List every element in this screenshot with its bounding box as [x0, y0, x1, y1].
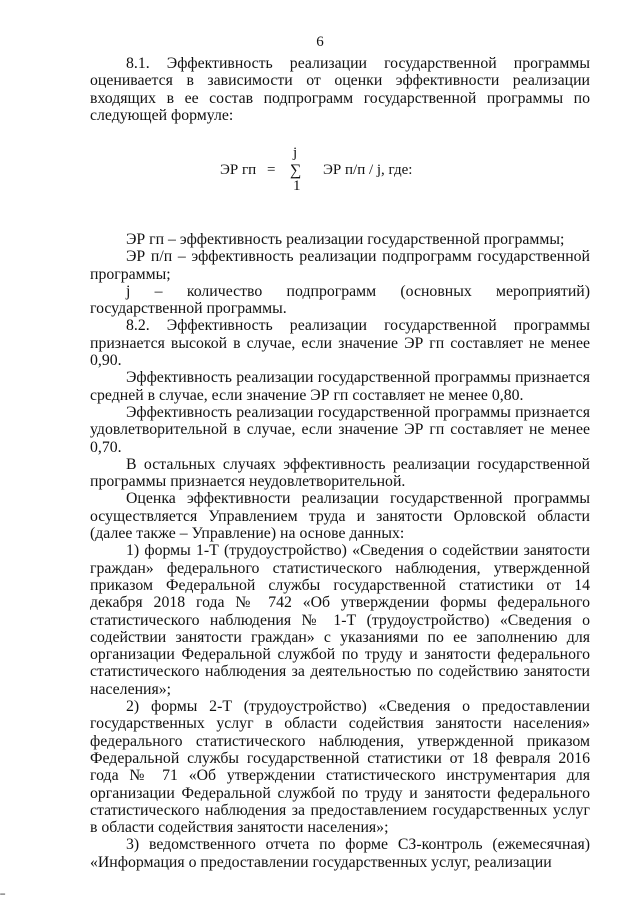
- formula-upper-limit: j: [293, 145, 298, 161]
- definition-j: j – количество подпрограмм (основных мероприятий) государственной программы.: [90, 282, 590, 318]
- paragraph-8-2: 8.2. Эффективность реализации государственной программы признается высокой в случае, если значение ЭР гп составляет не менее 0,90.: [90, 317, 590, 370]
- document-body: [90, 55, 590, 124]
- formula-rhs: ЭР п/п / j, где:: [323, 162, 413, 178]
- list-item-form-1t: 1) формы 1-Т (трудоустройство) «Сведения о содействии занятости граждан» федерального статистического наблюдения, утвержденной приказом Федеральной службы государственной статистики от 14 декабря 2018 года № 742 «Об утверждении формы федерального статистического наблюдения № 1-Т (трудоустройство) «Сведения о содействии занятости граждан» с указаниями по ее заполнению для организации Федеральной службой по труду и занятости федерального статистического наблюдения за деятельностью по содействию занятости населения»;: [90, 542, 590, 698]
- paragraph-average: Эффективность реализации государственной программы признается средней в случае, если значение ЭР гп составляет не менее 0,80.: [90, 369, 590, 404]
- definition-er-gp: ЭР гп – эффективность реализации государственной программы;: [126, 231, 565, 248]
- formula-lhs: ЭР гп: [220, 162, 257, 178]
- paragraph-assessment: Оценка эффективности реализации государственной программы осуществляется Управлением труда и занятости Орловской области (далее также – Управление) на основе данных:: [90, 490, 590, 543]
- scan-mark: ˗: [0, 884, 6, 901]
- paragraph-unsatisfactory: В остальных случаях эффективность реализации государственной программы признается неудовлетворительной.: [90, 455, 590, 491]
- formula-lower-limit: 1: [293, 178, 301, 194]
- definition-er-pp: ЭР п/п – эффективность реализации подпрограмм государственной программы;: [90, 248, 590, 283]
- formula-sigma: ∑: [290, 162, 302, 179]
- page-number: 6: [316, 34, 324, 50]
- formula-equals: =: [267, 162, 276, 178]
- formula: [0, 145, 640, 195]
- intro-paragraph: 8.1. Эффективность реализации государственной программы оценивается в зависимости от оценки эффективности реализации входящих в ее состав подпрограмм государственной программы по следующей формуле:: [90, 55, 590, 124]
- list-item-form-2t: 2) формы 2-Т (трудоустройство) «Сведения о предоставлении государственных услуг в области содействия занятости населения» федерального статистического наблюдения, утвержденной приказом Федеральной службы государственной статистики от 18 февраля 2016 года № 71 «Об утверждении статистического инструментария для организации Федеральной службой по труду и занятости федерального статистического наблюдения за предоставлением государственных услуг в области содействия занятости населения»;: [90, 698, 590, 837]
- list-item-sz-control: 3) ведомственного отчета по форме СЗ-контроль (ежемесячная) «Информация о предоставлении государственных услуг, реализации: [90, 836, 590, 871]
- paragraph-satisfactory: Эффективность реализации государственной программы признается удовлетворительной в случае, если значение ЭР гп составляет не менее 0,70.: [90, 403, 590, 456]
- document-body-continued: [90, 231, 590, 871]
